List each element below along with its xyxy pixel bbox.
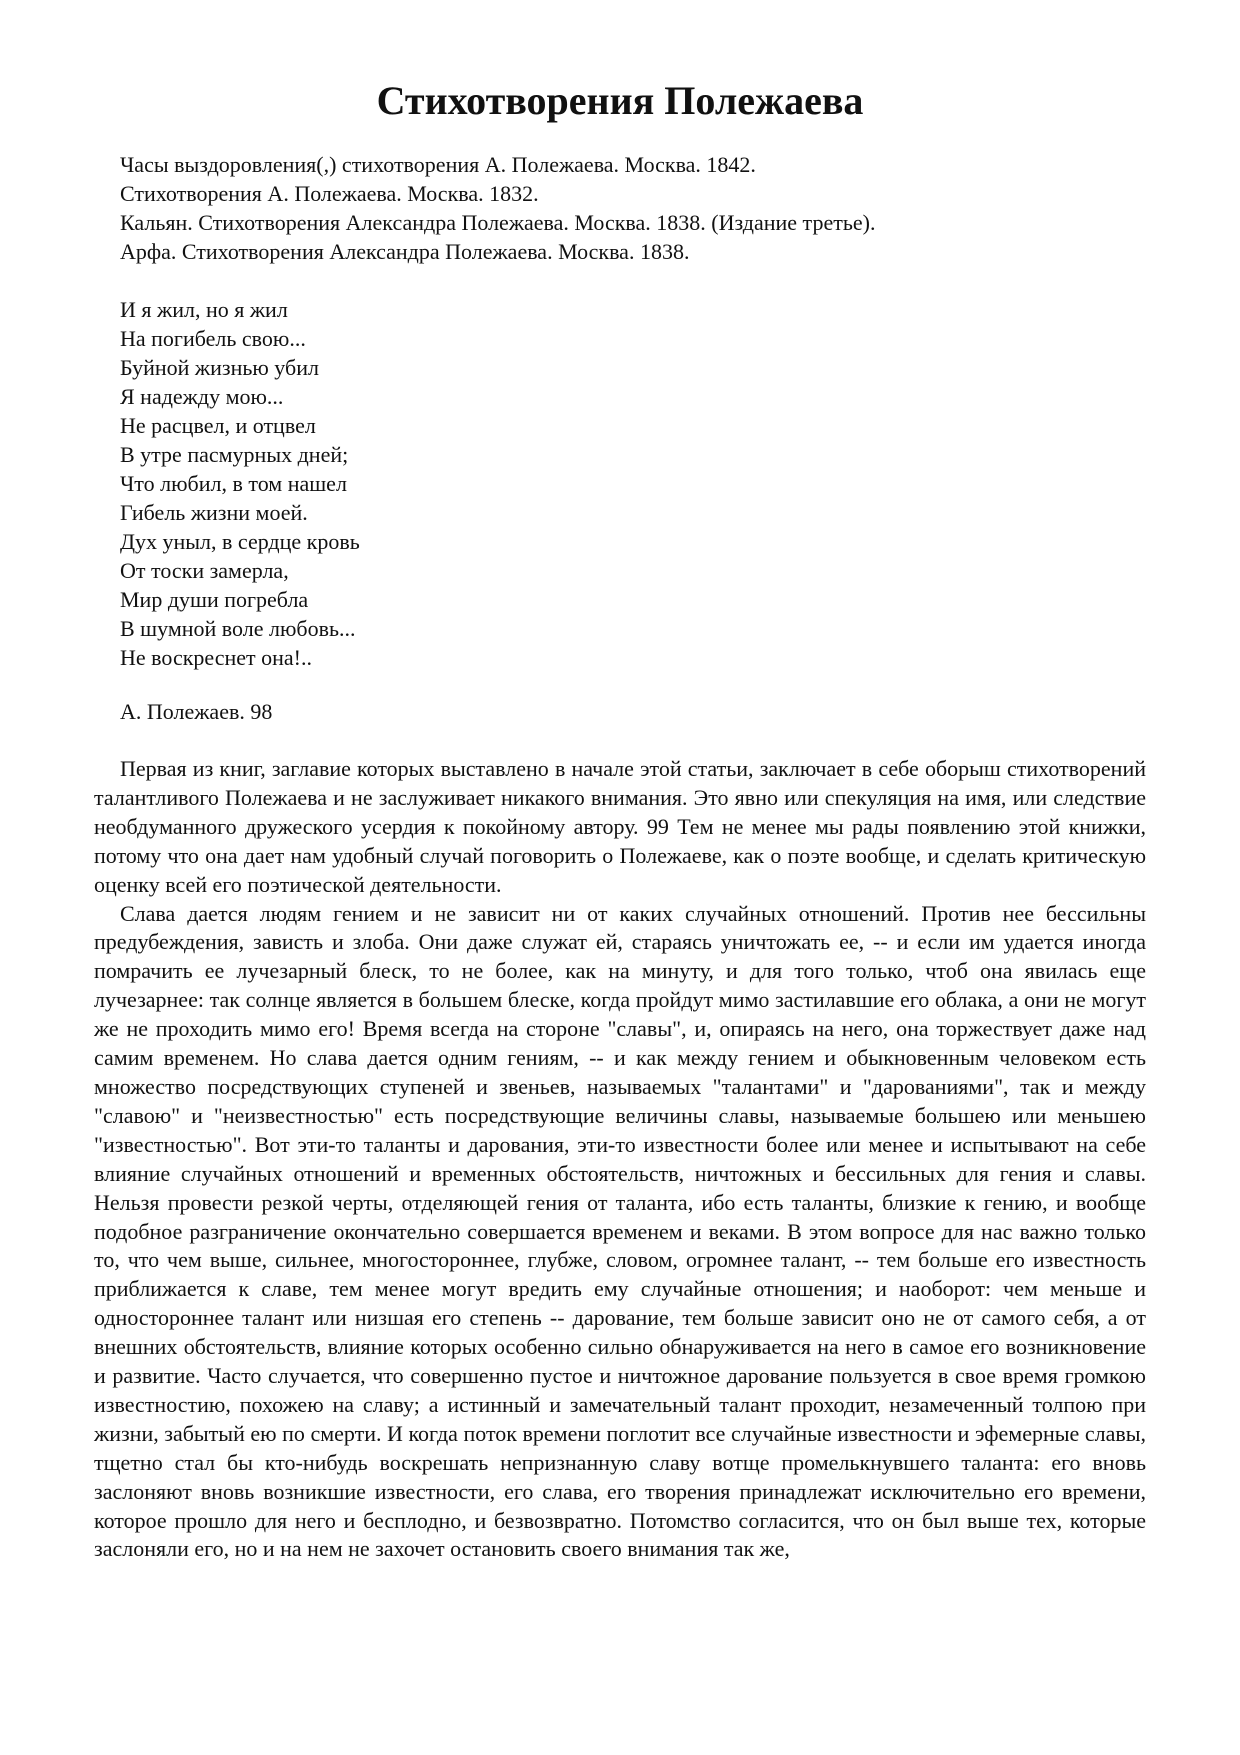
poem-line: В шумной воле любовь...	[120, 616, 356, 641]
source-item: Часы выздоровления(,) стихотворения А. Полежаева. Москва. 1842.	[120, 152, 756, 177]
poem-line: Мир души погребла	[120, 587, 309, 612]
poem-line: Гибель жизни моей.	[120, 500, 308, 525]
source-item: Арфа. Стихотворения Александра Полежаева. Москва. 1838.	[120, 239, 690, 264]
poem-signature: А. Полежаев. 98	[120, 699, 273, 724]
poem-line: Не расцвел, и отцвел	[120, 413, 316, 438]
poem-line: От тоски замерла,	[120, 558, 289, 583]
poem-line: Что любил, в том нашел	[120, 471, 347, 496]
page-title: Стихотворения Полежаева	[376, 78, 864, 123]
poem-line: Не воскреснет она!..	[120, 645, 312, 670]
epigraph-poem	[120, 295, 720, 672]
article-body	[94, 755, 1146, 1564]
poem-line: На погибель свою...	[120, 326, 306, 351]
poem-line: Буйной жизнью убил	[120, 355, 319, 380]
poem-line: И я жил, но я жил	[120, 297, 288, 322]
paragraph: Слава дается людям гением и не зависит ни от каких случайных отношений. Против нее бессильны предубеждения, зависть и злоба. Они даже служат ей, стараясь уничтожать ее, -- и если им удается иногда помрачить ее лучезарный блеск, то не более, как на минуту, и для того только, чтоб она явилась еще лучезарнее: так солнце является в большем блеске, когда пройдут мимо застилавшие его облака, а они не могут же не проходить мимо его! Время всегда на стороне "славы", и, опираясь на него, она торжествует даже над самим временем. Но слава дается одним гениям, -- и как между гением и обыкновенным человеком есть множество посредствующих ступеней и звеньев, называемых "талантами" и "дарованиями", так и между "славою" и "неизвестностью" есть посредствующие величины славы, называемые большею или меньшею "известностью". Вот эти-то таланты и дарования, эти-то известности более или менее и испытывают на себе влияние случайных отношений и временных обстоятельств, ничтожных и бессильных для гения и славы. Нельзя провести резкой черты, отделяющей гения от таланта, ибо есть таланты, близкие к гению, и вообще подобное разграничение окончательно совершается временем и веками. В этом вопросе для нас важно только то, что чем выше, сильнее, многостороннее, глубже, словом, огромнее талант, -- тем больше его известность приближается к славе, тем менее могут вредить ему случайные отношения; и наоборот: чем меньше и одностороннее талант или низшая его степень -- дарование, тем больше зависит оно не от самого себя, а от внешних обстоятельств, влияние которых особенно сильно обнаруживается на него в самое его возникновение и развитие. Часто случается, что совершенно пустое и ничтожное дарование пользуется в свое время громкою известностию, похожею на славу; а истинный и замечательный талант проходит, незамеченный толпою при жизни, забытый ею по смерти. И когда поток времени поглотит все случайные известности и эфемерные славы, тщетно стал бы кто-нибудь воскрешать непризнанную славу вотще промелькнувшего таланта: его вновь заслоняют вновь возникшие известности, его слава, его творения принадлежат исключительно его времени, которое прошло для него и бесплодно, и безвозвратно. Потомство согласится, что он был выше тех, которые заслоняли его, но и на нем не захочет остановить своего внимания так же,	[94, 900, 1146, 1562]
poem-line: Дух уныл, в сердце кровь	[120, 529, 360, 554]
source-item: Кальян. Стихотворения Александра Полежаева. Москва. 1838. (Издание третье).	[120, 210, 876, 235]
paragraph: Первая из книг, заглавие которых выставлено в начале этой статьи, заключает в себе оборыш стихотворений талантливого Полежаева и не заслуживает никакого внимания. Это явно или спекуляция на имя, или следствие необдуманного дружеского усердия к покойному автору. 99 Тем не менее мы рады появлению этой книжки, потому что она дает нам удобный случай поговорить о Полежаеве, как о поэте вообще, и сделать критическую оценку всей его поэтической деятельности.	[94, 756, 1146, 897]
source-list	[120, 150, 1140, 266]
poem-line: Я надежду мою...	[120, 384, 284, 409]
poem-line: В утре пасмурных дней;	[120, 442, 349, 467]
source-item: Стихотворения А. Полежаева. Москва. 1832.	[120, 181, 539, 206]
